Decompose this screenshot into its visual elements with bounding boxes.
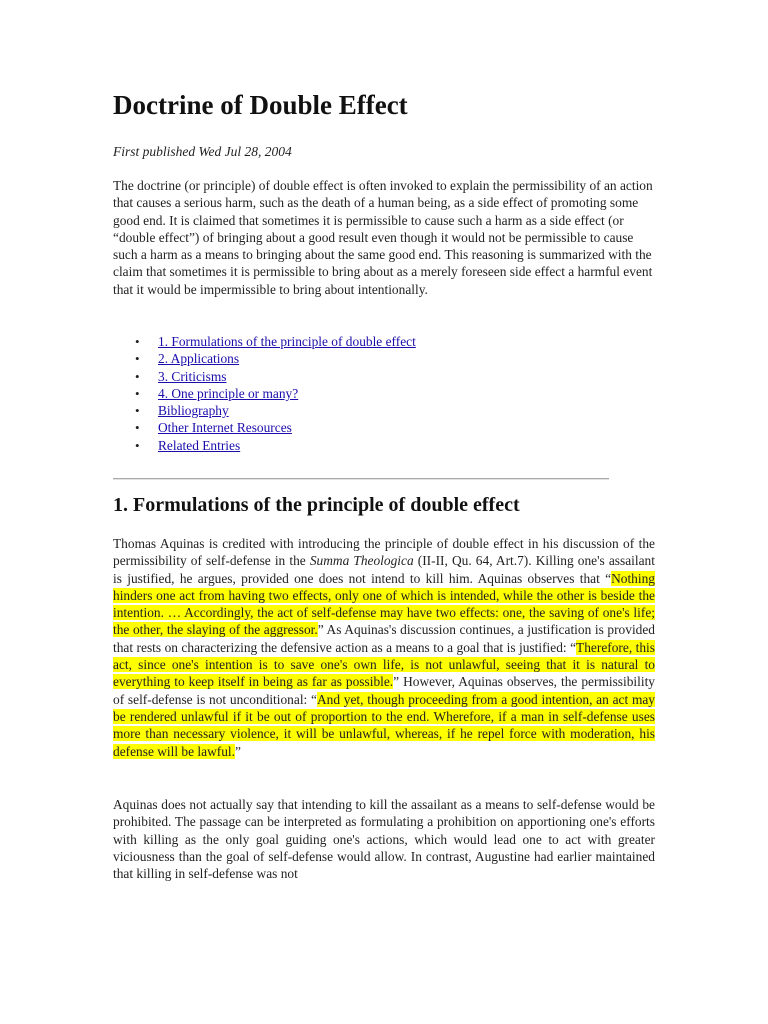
section-divider [113, 478, 609, 480]
highlighted-quote: And yet, though proceeding from a good intention, an act may be rendered unlawful if it be out of proportion to the end. Wherefore, if a man in self-defense uses more than necessary violence, it will be unlawful, whereas, if he repel force with moderation, his defense will be lawful. [113, 691, 655, 759]
toc-item-bibliography [135, 402, 416, 419]
toc-item-one-principle [135, 385, 416, 402]
bullet-icon: • [135, 385, 140, 401]
intro-paragraph: The doctrine (or principle) of double effect is often invoked to explain the permissibility of an action that causes a serious harm, such as the death of a human being, as a side effect of promoting some good end. It is claimed that sometimes it is permissible to cause such a harm as a side effect (or “double effect”) of bringing about a good result even though it would not be permissible to cause such a harm as a means to bringing about the same good end. This reasoning is summarized with the claim that sometimes it is permissible to bring about as a merely foreseen side effect a harmful event that it would be impermissible to bring about intentionally. [113, 178, 653, 297]
section-paragraph-2: Aquinas does not actually say that intending to kill the assailant as a means to self-defense would be prohibited. The passage can be interpreted as formulating a prohibition on apportioning one's efforts with killing as the only goal guiding one's actions, which would lead one to act with greater viciousness than the goal of self-defense would allow. In contrast, Augustine had earlier maintained that killing in self-defense was not [113, 797, 655, 882]
bullet-icon: • [135, 437, 140, 453]
toc-link-formulations[interactable]: 1. Formulations of the principle of double effect [158, 334, 416, 349]
toc-link-criticisms[interactable]: 3. Criticisms [158, 368, 227, 384]
text-run: ” However, Aquinas observes, the permissibility of self-defense is not unconditional: “ [113, 674, 656, 707]
work-title: Summa Theologica [309, 553, 414, 569]
text-run: (II-II, Qu. 64, Art.7). Killing one's assailant is justified, he argues, provided one does not intend to kill him. Aquinas observes that “ [113, 553, 655, 586]
toc-link-one-principle[interactable]: 4. One principle or many? [158, 385, 299, 401]
highlighted-quote: Therefore, this act, since one's intention is to save one's own life, is not unlawful, seeing that it is natural to everything to keep itself in being as far as possible. [113, 639, 655, 690]
toc-item-criticisms [135, 368, 416, 385]
bullet-icon: • [135, 351, 140, 367]
text-run: ” [234, 743, 241, 759]
bullet-icon: • [135, 420, 140, 436]
section-heading: 1. Formulations of the principle of double effect [113, 494, 520, 516]
toc-item-internet-resources [135, 419, 416, 436]
table-of-contents [113, 333, 416, 454]
toc-link-applications[interactable]: 2. Applications [158, 351, 240, 367]
text-run: Thomas Aquinas is credited with introducing the principle of double effect in his discussion of the permissibility of self-defense in the [113, 536, 655, 569]
toc-item-related-entries [135, 437, 416, 454]
highlighted-quote: Nothing hinders one act from having two effects, only one of which is intended, while the other is beside the intention. … Accordingly, the act of self-defense may have two effects: one, the saving of one's life; the other, the slaying of the aggressor. [113, 570, 655, 638]
bullet-icon: • [135, 368, 140, 384]
toc-link-related-entries[interactable]: Related Entries [158, 437, 241, 453]
bullet-icon: • [135, 334, 140, 349]
toc-item-applications [135, 350, 416, 367]
toc-item-formulations [135, 333, 416, 350]
bullet-icon: • [135, 403, 140, 419]
toc-link-bibliography[interactable]: Bibliography [158, 403, 229, 419]
page-title: Doctrine of Double Effect [113, 90, 408, 120]
publication-date: First published Wed Jul 28, 2004 [113, 144, 292, 159]
text-run: ” As Aquinas's discussion continues, a justification is provided that rests on characterizing the defensive action as a means to a goal that is justified: “ [113, 622, 655, 655]
toc-link-internet-resources[interactable]: Other Internet Resources [158, 420, 292, 436]
section-paragraph-1 [113, 535, 655, 760]
